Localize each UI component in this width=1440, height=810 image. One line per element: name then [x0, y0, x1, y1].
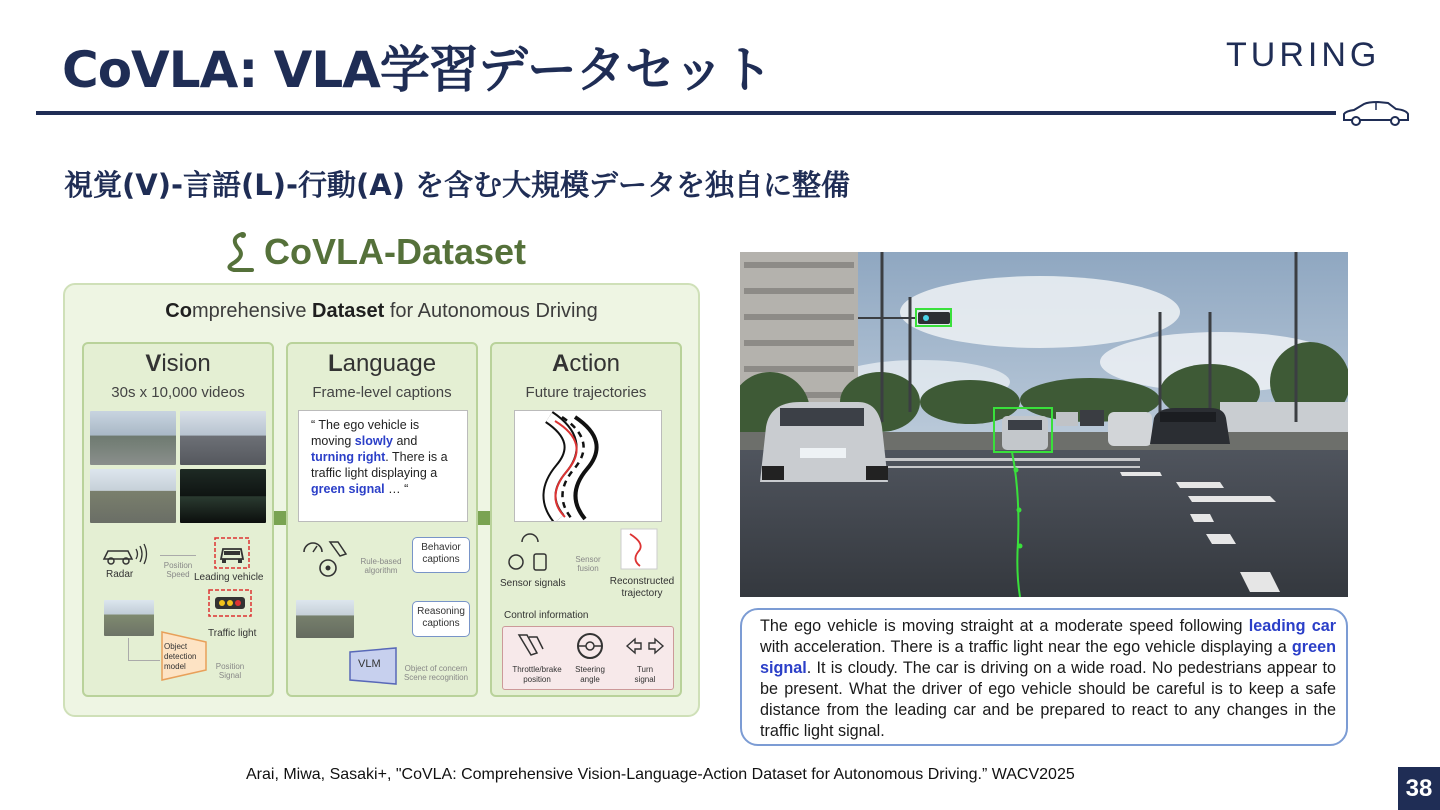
dataset-panel [63, 283, 700, 717]
snake-logo-icon [222, 230, 256, 274]
position-signal-label: Position Signal [215, 662, 245, 680]
road-trajectory-icon [515, 411, 661, 521]
page-number: 38 [1398, 767, 1440, 810]
turn-signal-label: Turn signal [634, 665, 656, 684]
example-caption: “ The ego vehicle is moving slowly and turning right. There is a traffic light displaying a green signal … “ [298, 410, 468, 522]
car-icon [1338, 98, 1412, 128]
turing-logo: TURING [1226, 36, 1381, 74]
object-scene-label: Object of concern Scene recognition [403, 664, 469, 682]
steering-angle-label: Steering angle [575, 665, 605, 684]
steering-wheel-icon [575, 631, 605, 661]
camera-frame [104, 600, 154, 636]
video-thumbnail [90, 469, 176, 523]
action-sub: Future trajectories [525, 384, 647, 401]
vision-heading: Vision [145, 350, 211, 377]
video-thumbnail [90, 411, 176, 465]
leading-vehicle-label: Leading vehicle [194, 572, 264, 583]
language-sub: Frame-level captions [312, 384, 452, 401]
sensor-signals-label: Sensor signals [500, 578, 566, 589]
reconstructed-trajectory-label: Reconstructed trajectory [609, 576, 675, 599]
leading-vehicle-icon [214, 537, 250, 569]
speedometer-steering-icons [300, 538, 360, 578]
road-scene-image [740, 252, 1348, 597]
rule-based-label: Rule-based algorithm [360, 557, 402, 575]
reasoning-captions-box: Reasoning captions [412, 601, 470, 637]
arrow-line [160, 555, 196, 556]
vision-column [82, 342, 274, 697]
sensor-signals-icon [506, 530, 550, 574]
dataset-title: CoVLA-Dataset [264, 231, 527, 272]
action-column [490, 342, 682, 697]
citation: Arai, Miwa, Sasaki+, "CoVLA: Comprehensive Vision-Language-Action Dataset for Autonomous Driving.” WACV2025 [246, 766, 1075, 783]
action-heading: Action [551, 350, 621, 377]
camera-frame [296, 600, 354, 638]
connector [478, 511, 490, 525]
turn-signal-icon [625, 637, 665, 655]
scene-description: The ego vehicle is moving straight at a moderate speed following leading car with acceleration. There is a traffic light near the ego vehicle displaying a green signal. It is cloudy. The car is driving on a wide road. No pedestrians appear to be present. What the driver of ego vehicle should be careful is to keep a safe distance from the leading car and be prepared to react to any changes in the traffic light signal. [740, 608, 1348, 746]
video-thumbnail [180, 411, 266, 465]
vlm-label: VLM [358, 658, 381, 670]
language-heading: Language [327, 350, 437, 377]
traffic-light-label: Traffic light [208, 628, 257, 639]
object-detection-label: Object detection model [164, 642, 197, 671]
arrow-line [128, 638, 129, 660]
dataset-header [222, 230, 526, 274]
control-information-box [502, 626, 674, 690]
sensor-fusion-label: Sensor fusion [575, 555, 601, 573]
behavior-captions-box: Behavior captions [412, 537, 470, 573]
video-thumbnail [180, 469, 266, 523]
title-divider [36, 111, 1336, 115]
slide-title: CoVLA: VLA学習データセット [62, 41, 772, 99]
control-information-label: Control information [504, 610, 589, 621]
traffic-light-icon [208, 589, 252, 617]
reconstructed-trajectory-icon [620, 528, 658, 570]
arrow-line [128, 660, 160, 661]
dataset-tagline: Comprehensive Dataset for Autonomous Driving [165, 300, 598, 322]
slide-subtitle: 視覚(V)-言語(L)-行動(A) を含む大規模データを独自に整備 [64, 168, 851, 202]
language-column [286, 342, 478, 697]
video-thumbnails [90, 411, 266, 523]
radar-icon [102, 541, 150, 567]
connector [274, 511, 286, 525]
pedal-icon [515, 631, 545, 659]
throttle-brake-label: Throttle/brake position [512, 665, 562, 684]
trajectory-illustration [514, 410, 662, 522]
vision-sub: 30s x 10,000 videos [111, 384, 245, 401]
radar-label: Radar [106, 569, 134, 580]
position-speed-label: Position Speed [163, 561, 193, 579]
